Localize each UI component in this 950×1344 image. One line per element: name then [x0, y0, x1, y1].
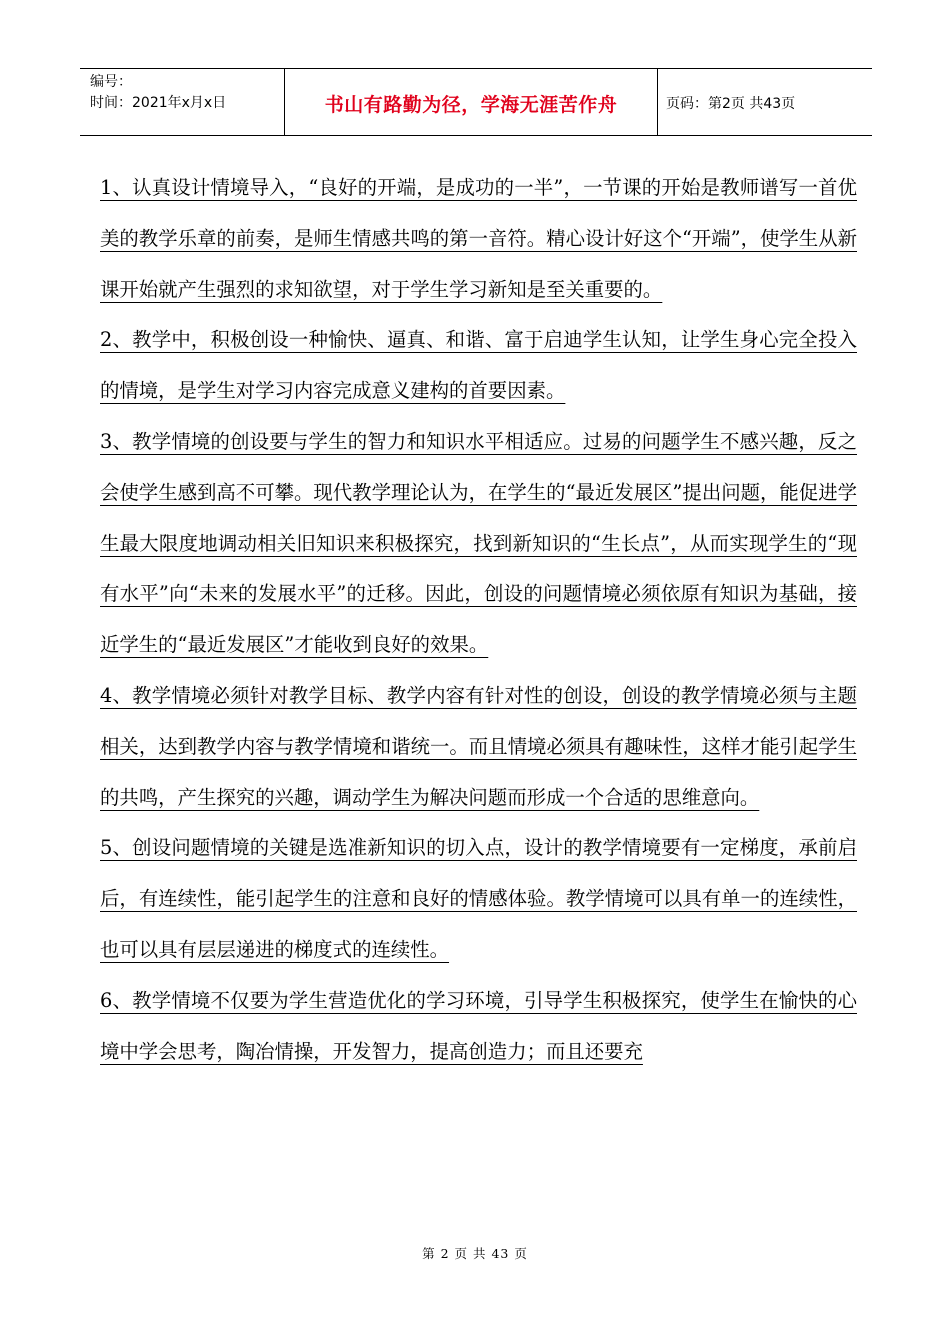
header-motto: 书山有路勤为径，学海无涯苦作舟: [324, 93, 618, 116]
header-meta-cell: [80, 69, 285, 135]
header-page-cell: [658, 69, 872, 135]
page-footer: [0, 1244, 950, 1262]
document-id-label: 编号：: [90, 74, 132, 90]
paragraph-1: 1、认真设计情境导入，“良好的开端，是成功的一半”，一节课的开始是教师谱写一首优美的教学乐章的前奏，是师生情感共鸣的第一音符。精心设计好这个“开端”，使学生从新课开始就产生强烈的求知欲望，对于学生学习新知是至关重要的。: [100, 176, 857, 301]
paragraph-2: 2、教学中，积极创设一种愉快、逼真、和谐、富于启迪学生认知，让学生身心完全投入的情境，是学生对学习内容完成意义建构的首要因素。: [100, 328, 857, 403]
paragraph-5: 5、创设问题情境的关键是选准新知识的切入点，设计的教学情境要有一定梯度，承前启后，有连续性，能引起学生的注意和良好的情感体验。教学情境可以具有单一的连续性，也可以具有层层递进的梯度式的连续性。: [100, 836, 857, 961]
paragraph-4: 4、教学情境必须针对教学目标、教学内容有针对性的创设，创设的教学情境必须与主题相关，达到教学内容与教学情境和谐统一。而且情境必须具有趣味性，这样才能引起学生的共鸣，产生探究的兴趣，调动学生为解决问题而形成一个合适的思维意向。: [100, 683, 857, 809]
header-page-info: 页码：第2页 共43页: [666, 96, 796, 112]
document-body: [100, 163, 857, 1077]
footer-page-number: 第 2 页 共 43 页: [422, 1246, 528, 1261]
document-time-label: 时间：2021年x月x日: [90, 95, 227, 111]
page-header: [80, 68, 872, 136]
header-motto-cell: [285, 69, 658, 135]
paragraph-6: 6、教学情境不仅要为学生营造优化的学习环境，引导学生积极探究，使学生在愉快的心境中学会思考，陶冶情操，开发智力，提高创造力；而且还要充: [100, 988, 857, 1063]
paragraph-3: 3、教学情境的创设要与学生的智力和知识水平相适应。过易的问题学生不感兴趣，反之会使学生感到高不可攀。现代教学理论认为，在学生的“最近发展区”提出问题，能促进学生最大限度地调动相关旧知识来积极探究，找到新知识的“生长点”，从而实现学生的“现有水平”向“未来的发展水平”的迁移。因此，创设的问题情境必须依原有知识为基础，接近学生的“最近发展区”才能收到良好的效果。: [100, 429, 857, 657]
